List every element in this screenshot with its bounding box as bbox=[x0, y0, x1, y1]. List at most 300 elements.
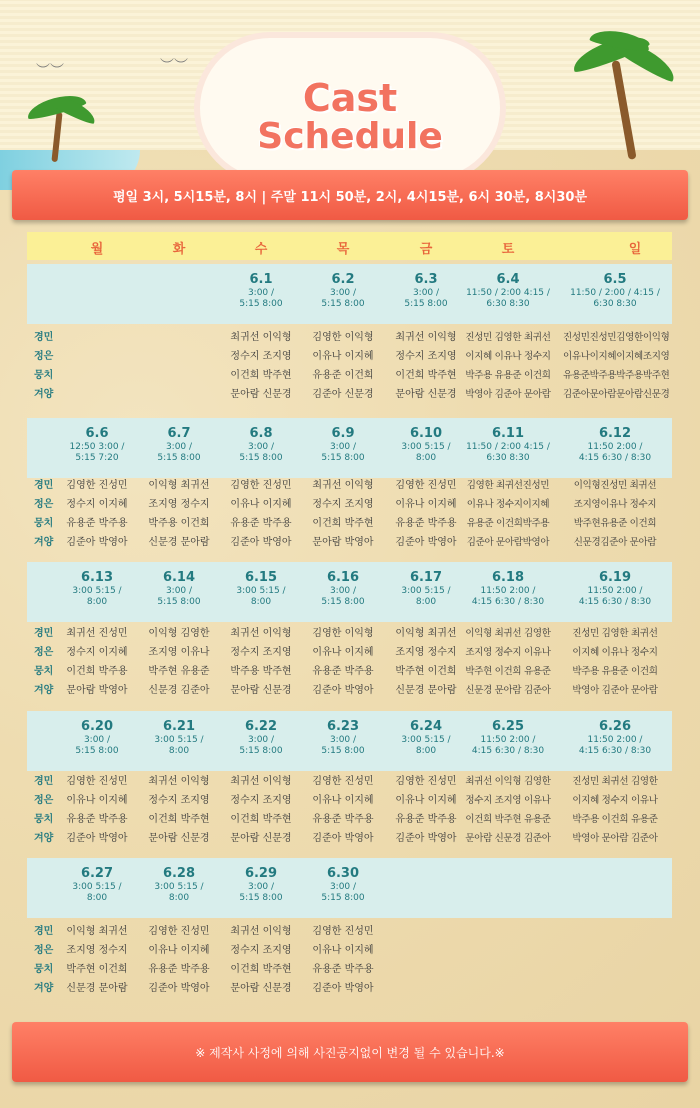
role-label: 뭉치 bbox=[34, 518, 54, 529]
showtimes-banner bbox=[12, 170, 688, 220]
notice-text: ※ 제작사 사정에 의해 사진공지없이 변경 될 수 있습니다.※ bbox=[195, 1046, 505, 1060]
showtime-label: 3:00 / bbox=[412, 288, 440, 298]
cast-names: 박주현유용준 이건희 bbox=[573, 518, 657, 529]
cast-cell bbox=[386, 328, 466, 404]
cast-names: 박영아 김준아 문아람 bbox=[572, 685, 658, 696]
page-title-line2: Schedule bbox=[257, 116, 443, 157]
cast-cell bbox=[386, 624, 466, 700]
cast-names: 김준아 박영아 bbox=[312, 833, 374, 844]
cast-names: 이익형 최귀선 bbox=[395, 628, 457, 639]
cast-names: 김영한 진성민 bbox=[312, 926, 374, 937]
cast-cell bbox=[456, 624, 560, 700]
date-cell bbox=[386, 570, 466, 608]
showtime-label: 4:15 6:30 / 8:30 bbox=[471, 597, 545, 607]
showtime-label: 8:00 bbox=[415, 746, 437, 756]
role-label: 정은 bbox=[34, 647, 54, 658]
showtime-label: 8:00 bbox=[168, 746, 190, 756]
cast-cell bbox=[303, 476, 383, 552]
showtime-label: 3:00 5:15 / bbox=[72, 882, 122, 892]
cast-names: 김준아 박영아 bbox=[395, 833, 457, 844]
showtime-label: 5:15 8:00 bbox=[239, 453, 283, 463]
weekday-header bbox=[27, 232, 672, 260]
cast-names: 김준아 박영아 bbox=[66, 833, 128, 844]
date-label: 6.10 bbox=[409, 426, 443, 441]
showtime-label: 8:00 bbox=[415, 597, 437, 607]
cast-names: 정수지 이지혜 bbox=[66, 499, 128, 510]
cast-names: 김준아 박영아 bbox=[395, 537, 457, 548]
cast-names: 이익형 최귀선 김영한 bbox=[465, 628, 551, 639]
cast-names: 진성민 김영한 최귀선 bbox=[465, 332, 551, 343]
showtime-label: 3:00 / bbox=[83, 735, 111, 745]
date-label: 6.16 bbox=[326, 570, 360, 585]
cast-names: 박주용 유용준 이건희 bbox=[572, 666, 658, 677]
cast-names: 김준아 박영아 bbox=[66, 537, 128, 548]
date-label: 6.29 bbox=[244, 866, 278, 881]
showtime-label: 3:00 / bbox=[247, 735, 275, 745]
date-label: 6.15 bbox=[244, 570, 278, 585]
role-label: 뭉치 bbox=[34, 964, 54, 975]
cast-names: 김영한 이익형 bbox=[312, 332, 374, 343]
date-cell bbox=[303, 866, 383, 904]
role-label: 겨양 bbox=[34, 983, 54, 994]
cast-names: 이유나 이지혜 bbox=[312, 647, 374, 658]
cast-names: 김영한 진성민 bbox=[230, 480, 292, 491]
showtime-label: 5:15 8:00 bbox=[157, 597, 201, 607]
cast-names: 김준아 신문경 bbox=[312, 389, 374, 400]
cast-names: 유용준 박주용 bbox=[395, 518, 457, 529]
showtime-label: 5:15 8:00 bbox=[157, 453, 201, 463]
date-label: 6.23 bbox=[326, 719, 360, 734]
cast-names: 이건희 박주현 bbox=[148, 814, 210, 825]
cast-names: 이유나 이지혜 bbox=[66, 795, 128, 806]
date-cell bbox=[221, 426, 301, 464]
date-label: 6.27 bbox=[80, 866, 114, 881]
cast-cell bbox=[139, 772, 219, 848]
showtime-label: 3:00 / bbox=[247, 882, 275, 892]
cast-names: 이유나 이지혜 bbox=[312, 351, 374, 362]
date-cell bbox=[563, 272, 667, 310]
showtime-label: 3:00 / bbox=[329, 586, 357, 596]
cast-cell bbox=[221, 772, 301, 848]
cast-names: 김영한 진성민 bbox=[66, 480, 128, 491]
date-label: 6.4 bbox=[496, 272, 520, 287]
cast-cell bbox=[563, 624, 667, 700]
role-label: 정은 bbox=[34, 795, 54, 806]
weekday-label: 수 bbox=[254, 242, 268, 257]
role-label: 경민 bbox=[34, 776, 54, 787]
showtime-label: 4:15 6:30 / 8:30 bbox=[578, 453, 652, 463]
cast-cell bbox=[386, 476, 466, 552]
date-label: 6.12 bbox=[598, 426, 632, 441]
showtimes-text: 평일 3시, 5시15분, 8시 | 주말 11시 50분, 2시, 4시15분, 6시 30분, 8시30분 bbox=[112, 190, 588, 205]
cast-names: 최귀선 이익형 bbox=[230, 776, 292, 787]
cast-cell bbox=[386, 772, 466, 848]
date-label: 6.1 bbox=[249, 272, 273, 287]
cast-names: 이유나이지혜이지혜조지영 bbox=[563, 351, 670, 362]
cast-names: 이건희 박주현 유용준 bbox=[465, 814, 551, 825]
notice-banner bbox=[12, 1022, 688, 1082]
cast-names: 문아람 신문경 bbox=[230, 389, 292, 400]
role-label: 뭉치 bbox=[34, 814, 54, 825]
date-cell bbox=[221, 272, 301, 310]
cast-names: 신문경김준아 문아람 bbox=[573, 537, 657, 548]
cast-names: 김영한 진성민 bbox=[395, 480, 457, 491]
cast-cell bbox=[456, 772, 560, 848]
showtime-label: 8:00 bbox=[168, 893, 190, 903]
showtime-label: 6:30 8:30 bbox=[486, 453, 530, 463]
date-cell bbox=[221, 866, 301, 904]
date-cell bbox=[57, 719, 137, 757]
showtime-label: 8:00 bbox=[86, 893, 108, 903]
cast-names: 이유나 이지혜 bbox=[395, 795, 457, 806]
role-label: 겨양 bbox=[34, 389, 54, 400]
date-label: 6.20 bbox=[80, 719, 114, 734]
showtime-label: 8:00 bbox=[250, 597, 272, 607]
cast-names: 김영한 최귀선진성민 bbox=[466, 480, 550, 491]
cast-names: 정수지 조지영 bbox=[395, 351, 457, 362]
showtime-label: 6:30 8:30 bbox=[486, 299, 530, 309]
cast-cell bbox=[57, 772, 137, 848]
date-label: 6.8 bbox=[249, 426, 273, 441]
date-cell bbox=[386, 272, 466, 310]
cast-names: 박영아 문아람 김준아 bbox=[572, 833, 658, 844]
showtime-label: 5:15 8:00 bbox=[321, 746, 365, 756]
cast-names: 조지영 정수지 이유나 bbox=[465, 647, 551, 658]
date-cell bbox=[303, 426, 383, 464]
cast-names: 정수지 조지영 이유나 bbox=[465, 795, 551, 806]
role-label: 정은 bbox=[34, 499, 54, 510]
cast-names: 김준아문아람문아람신문경 bbox=[563, 389, 670, 400]
weekday-label: 목 bbox=[336, 242, 350, 257]
date-cell bbox=[303, 272, 383, 310]
cast-cell bbox=[563, 772, 667, 848]
palm-tree-right-icon bbox=[560, 20, 690, 160]
cast-names: 진성민 최귀선 김영한 bbox=[572, 776, 658, 787]
role-label: 경민 bbox=[34, 332, 54, 343]
date-label: 6.5 bbox=[603, 272, 627, 287]
cast-names: 신문경 문아람 bbox=[148, 537, 210, 548]
cast-names: 조지영 정수지 bbox=[395, 647, 457, 658]
date-cell bbox=[386, 719, 466, 757]
showtime-label: 3:00 / bbox=[247, 442, 275, 452]
cast-names: 이건희 박주현 bbox=[230, 814, 292, 825]
date-cell bbox=[57, 866, 137, 904]
showtime-label: 5:15 8:00 bbox=[321, 299, 365, 309]
date-cell bbox=[563, 719, 667, 757]
showtime-label: 5:15 8:00 bbox=[321, 893, 365, 903]
showtime-label: 5:15 8:00 bbox=[239, 746, 283, 756]
cast-names: 유용준 이건희박주용 bbox=[466, 518, 550, 529]
cast-names: 정수지 조지영 bbox=[230, 351, 292, 362]
cast-cell bbox=[303, 922, 383, 998]
showtime-label: 3:00 5:15 / bbox=[236, 586, 286, 596]
cast-names: 이건희 박주현 bbox=[395, 370, 457, 381]
showtime-label: 11:50 2:00 / bbox=[587, 442, 643, 452]
cast-cell bbox=[221, 328, 301, 404]
cast-names: 유용준 박주용 bbox=[395, 814, 457, 825]
date-label: 6.18 bbox=[491, 570, 525, 585]
cast-names: 김영한 진성민 bbox=[148, 926, 210, 937]
role-label: 경민 bbox=[34, 480, 54, 491]
role-label: 겨양 bbox=[34, 685, 54, 696]
date-label: 6.24 bbox=[409, 719, 443, 734]
showtime-label: 5:15 8:00 bbox=[239, 299, 283, 309]
date-cell bbox=[139, 719, 219, 757]
cast-names: 유용준 박주용 bbox=[312, 964, 374, 975]
cast-names: 최귀선 이익형 bbox=[230, 926, 292, 937]
showtime-label: 11:50 2:00 / bbox=[480, 586, 536, 596]
cast-names: 이유나 정수지이지혜 bbox=[466, 499, 550, 510]
date-label: 6.19 bbox=[598, 570, 632, 585]
cast-names: 박주용 유용준 이건희 bbox=[465, 370, 551, 381]
role-label: 정은 bbox=[34, 945, 54, 956]
cast-names: 신문경 문아람 bbox=[66, 983, 128, 994]
date-cell bbox=[456, 426, 560, 464]
role-labels bbox=[34, 624, 53, 700]
cast-names: 문아람 박영아 bbox=[66, 685, 128, 696]
page-title-line1: Cast bbox=[302, 76, 398, 120]
cast-names: 유용준 박주용 bbox=[312, 666, 374, 677]
showtime-label: 8:00 bbox=[415, 453, 437, 463]
role-labels bbox=[34, 772, 53, 848]
cast-names: 박영아 김준아 문아람 bbox=[465, 389, 551, 400]
date-label: 6.9 bbox=[331, 426, 355, 441]
cast-names: 이유나 이지혜 bbox=[312, 945, 374, 956]
cast-names: 박주용 이건희 유용준 bbox=[572, 814, 658, 825]
cast-names: 문아람 박영아 bbox=[312, 537, 374, 548]
cast-names: 이익형 김영한 bbox=[148, 628, 210, 639]
cast-names: 정수지 조지영 bbox=[148, 795, 210, 806]
cast-cell bbox=[221, 476, 301, 552]
cast-names: 박주현 이건희 유용준 bbox=[465, 666, 551, 677]
showtime-label: 4:15 6:30 / 8:30 bbox=[578, 746, 652, 756]
cast-names: 진성민 김영한 최귀선 bbox=[572, 628, 658, 639]
date-cell bbox=[303, 719, 383, 757]
cast-names: 김준아 박영아 bbox=[312, 685, 374, 696]
cast-names: 정수지 조지영 bbox=[230, 795, 292, 806]
showtime-label: 3:00 / bbox=[247, 288, 275, 298]
showtime-label: 3:00 / bbox=[165, 442, 193, 452]
cast-names: 이지혜 이유나 정수지 bbox=[572, 647, 658, 658]
cast-cell bbox=[563, 328, 670, 404]
cast-names: 조지영 정수지 bbox=[66, 945, 128, 956]
date-cell bbox=[221, 570, 301, 608]
date-label: 6.21 bbox=[162, 719, 196, 734]
date-label: 6.30 bbox=[326, 866, 360, 881]
cast-cell bbox=[303, 624, 383, 700]
showtime-label: 3:00 5:15 / bbox=[154, 735, 204, 745]
palm-tree-left-icon bbox=[18, 92, 108, 162]
date-label: 6.14 bbox=[162, 570, 196, 585]
cast-names: 조지영 정수지 bbox=[148, 499, 210, 510]
cast-names: 이익형 최귀선 bbox=[148, 480, 210, 491]
date-label: 6.22 bbox=[244, 719, 278, 734]
showtime-label: 11:50 / 2:00 / 4:15 / bbox=[570, 288, 660, 298]
cast-names: 이유나 이지혜 bbox=[148, 945, 210, 956]
date-cell bbox=[303, 570, 383, 608]
role-labels bbox=[34, 328, 53, 404]
showtime-label: 3:00 / bbox=[329, 442, 357, 452]
cast-names: 박주용 박주현 bbox=[230, 666, 292, 677]
date-cell bbox=[57, 570, 137, 608]
cast-names: 신문경 김준아 bbox=[148, 685, 210, 696]
weekday-label: 일 bbox=[628, 242, 642, 257]
role-label: 경민 bbox=[34, 628, 54, 639]
cast-names: 이건희 박주용 bbox=[66, 666, 128, 677]
showtime-label: 3:00 / bbox=[329, 882, 357, 892]
showtime-label: 3:00 5:15 / bbox=[154, 882, 204, 892]
cast-names: 이유나 이지혜 bbox=[230, 499, 292, 510]
cast-cell bbox=[57, 476, 137, 552]
showtime-label: 3:00 5:15 / bbox=[401, 735, 451, 745]
cast-names: 진성민진성민김영한이익형 bbox=[563, 332, 670, 343]
cast-names: 김영한 진성민 bbox=[66, 776, 128, 787]
showtime-label: 4:15 6:30 / 8:30 bbox=[471, 746, 545, 756]
date-label: 6.13 bbox=[80, 570, 114, 585]
role-label: 뭉치 bbox=[34, 370, 54, 381]
cast-names: 유용준 이건희 bbox=[312, 370, 374, 381]
showtime-label: 5:15 7:20 bbox=[75, 453, 119, 463]
cast-names: 문아람 신문경 bbox=[230, 685, 292, 696]
cast-names: 박주현 이건희 bbox=[66, 964, 128, 975]
role-label: 겨양 bbox=[34, 833, 54, 844]
cast-names: 박주현 유용준 bbox=[148, 666, 210, 677]
showtime-label: 5:15 8:00 bbox=[75, 746, 119, 756]
showtime-label: 12:50 3:00 / bbox=[69, 442, 125, 452]
cast-cell bbox=[221, 922, 301, 998]
cast-cell bbox=[456, 476, 560, 552]
showtime-label: 3:00 5:15 / bbox=[72, 586, 122, 596]
cast-names: 이익형 최귀선 bbox=[66, 926, 128, 937]
date-cell bbox=[139, 570, 219, 608]
cast-names: 유용준 박주용 bbox=[148, 964, 210, 975]
cast-names: 유용준 박주용 bbox=[230, 518, 292, 529]
cast-names: 문아람 신문경 bbox=[230, 833, 292, 844]
cast-names: 이건희 박주현 bbox=[230, 370, 292, 381]
seagull-icon: ︶︶ bbox=[36, 63, 64, 79]
cast-cell bbox=[563, 476, 667, 552]
cast-names: 이지혜 정수지 이유나 bbox=[572, 795, 658, 806]
date-cell bbox=[57, 426, 137, 464]
showtime-label: 4:15 6:30 / 8:30 bbox=[578, 597, 652, 607]
showtime-label: 5:15 8:00 bbox=[321, 453, 365, 463]
cast-names: 이건희 박주현 bbox=[230, 964, 292, 975]
cast-names: 문아람 신문경 bbox=[230, 983, 292, 994]
cast-names: 조지영 이유나 bbox=[148, 647, 210, 658]
date-cell bbox=[386, 426, 466, 464]
role-label: 경민 bbox=[34, 926, 54, 937]
cast-names: 정수지 조지영 bbox=[230, 945, 292, 956]
role-labels bbox=[34, 476, 53, 552]
date-cell bbox=[456, 570, 560, 608]
cast-names: 최귀선 이익형 bbox=[230, 332, 292, 343]
date-label: 6.28 bbox=[162, 866, 196, 881]
cast-names: 박주현 이건희 bbox=[395, 666, 457, 677]
cast-names: 정수지 조지영 bbox=[312, 499, 374, 510]
cast-names: 이지혜 이유나 정수지 bbox=[465, 351, 551, 362]
showtime-label: 3:00 5:15 / bbox=[401, 442, 451, 452]
cast-names: 최귀선 진성민 bbox=[66, 628, 128, 639]
role-label: 뭉치 bbox=[34, 666, 54, 677]
cast-names: 문아람 신문경 김준아 bbox=[465, 833, 551, 844]
cast-cell bbox=[139, 476, 219, 552]
role-labels bbox=[34, 922, 53, 998]
date-label: 6.11 bbox=[491, 426, 525, 441]
cast-cell bbox=[139, 922, 219, 998]
cast-names: 최귀선 이익형 bbox=[230, 628, 292, 639]
cast-names: 유용준박주용박주용박주현 bbox=[563, 370, 670, 381]
date-cell bbox=[139, 426, 219, 464]
showtime-label: 3:00 5:15 / bbox=[401, 586, 451, 596]
cast-cell bbox=[303, 772, 383, 848]
cast-names: 이유나 이지혜 bbox=[312, 795, 374, 806]
cast-cell bbox=[221, 624, 301, 700]
cast-names: 유용준 박주용 bbox=[312, 814, 374, 825]
date-cell bbox=[456, 719, 560, 757]
date-cell bbox=[139, 866, 219, 904]
date-label: 6.2 bbox=[331, 272, 355, 287]
cast-names: 김준아 문아람박영아 bbox=[466, 537, 550, 548]
cast-cell bbox=[139, 624, 219, 700]
showtime-label: 3:00 / bbox=[165, 586, 193, 596]
cast-names: 문아람 신문경 bbox=[395, 389, 457, 400]
date-label: 6.26 bbox=[598, 719, 632, 734]
showtime-label: 5:15 8:00 bbox=[321, 597, 365, 607]
cast-names: 유용준 박주용 bbox=[66, 518, 128, 529]
cast-names: 이유나 이지혜 bbox=[395, 499, 457, 510]
cast-names: 김준아 박영아 bbox=[148, 983, 210, 994]
weekday-label: 금 bbox=[419, 242, 433, 257]
cast-names: 김영한 이익형 bbox=[312, 628, 374, 639]
cast-names: 김영한 진성민 bbox=[312, 776, 374, 787]
role-label: 정은 bbox=[34, 351, 54, 362]
weekday-label: 토 bbox=[501, 242, 515, 257]
cast-cell bbox=[57, 922, 137, 998]
cast-names: 문아람 신문경 bbox=[148, 833, 210, 844]
showtime-label: 11:50 / 2:00 4:15 / bbox=[466, 442, 550, 452]
cast-names: 이익형진성민 최귀선 bbox=[573, 480, 657, 491]
showtime-label: 11:50 2:00 / bbox=[480, 735, 536, 745]
cast-names: 정수지 이지혜 bbox=[66, 647, 128, 658]
seagull-icon: ︶︶ bbox=[160, 58, 188, 74]
cast-names: 정수지 조지영 bbox=[230, 647, 292, 658]
date-label: 6.3 bbox=[414, 272, 438, 287]
date-label: 6.25 bbox=[491, 719, 525, 734]
role-label: 겨양 bbox=[34, 537, 54, 548]
weekday-label: 화 bbox=[172, 242, 186, 257]
cast-cell bbox=[57, 624, 137, 700]
date-cell bbox=[456, 272, 560, 310]
cast-names: 이건희 박주현 bbox=[312, 518, 374, 529]
showtime-label: 5:15 8:00 bbox=[239, 893, 283, 903]
showtime-label: 11:50 2:00 / bbox=[587, 735, 643, 745]
showtime-label: 8:00 bbox=[86, 597, 108, 607]
date-cell bbox=[221, 719, 301, 757]
cast-names: 신문경 문아람 김준아 bbox=[465, 685, 551, 696]
date-label: 6.7 bbox=[167, 426, 191, 441]
showtime-label: 5:15 8:00 bbox=[404, 299, 448, 309]
cast-names: 최귀선 이익형 bbox=[395, 332, 457, 343]
weekday-label: 월 bbox=[90, 242, 104, 257]
showtime-label: 11:50 2:00 / bbox=[587, 586, 643, 596]
cast-names: 조지영이유나 정수지 bbox=[573, 499, 657, 510]
showtime-label: 6:30 8:30 bbox=[593, 299, 637, 309]
cast-names: 유용준 박주용 bbox=[66, 814, 128, 825]
date-label: 6.6 bbox=[85, 426, 109, 441]
cast-names: 최귀선 이익형 bbox=[312, 480, 374, 491]
cast-names: 김준아 박영아 bbox=[312, 983, 374, 994]
cast-names: 박주용 이건희 bbox=[148, 518, 210, 529]
